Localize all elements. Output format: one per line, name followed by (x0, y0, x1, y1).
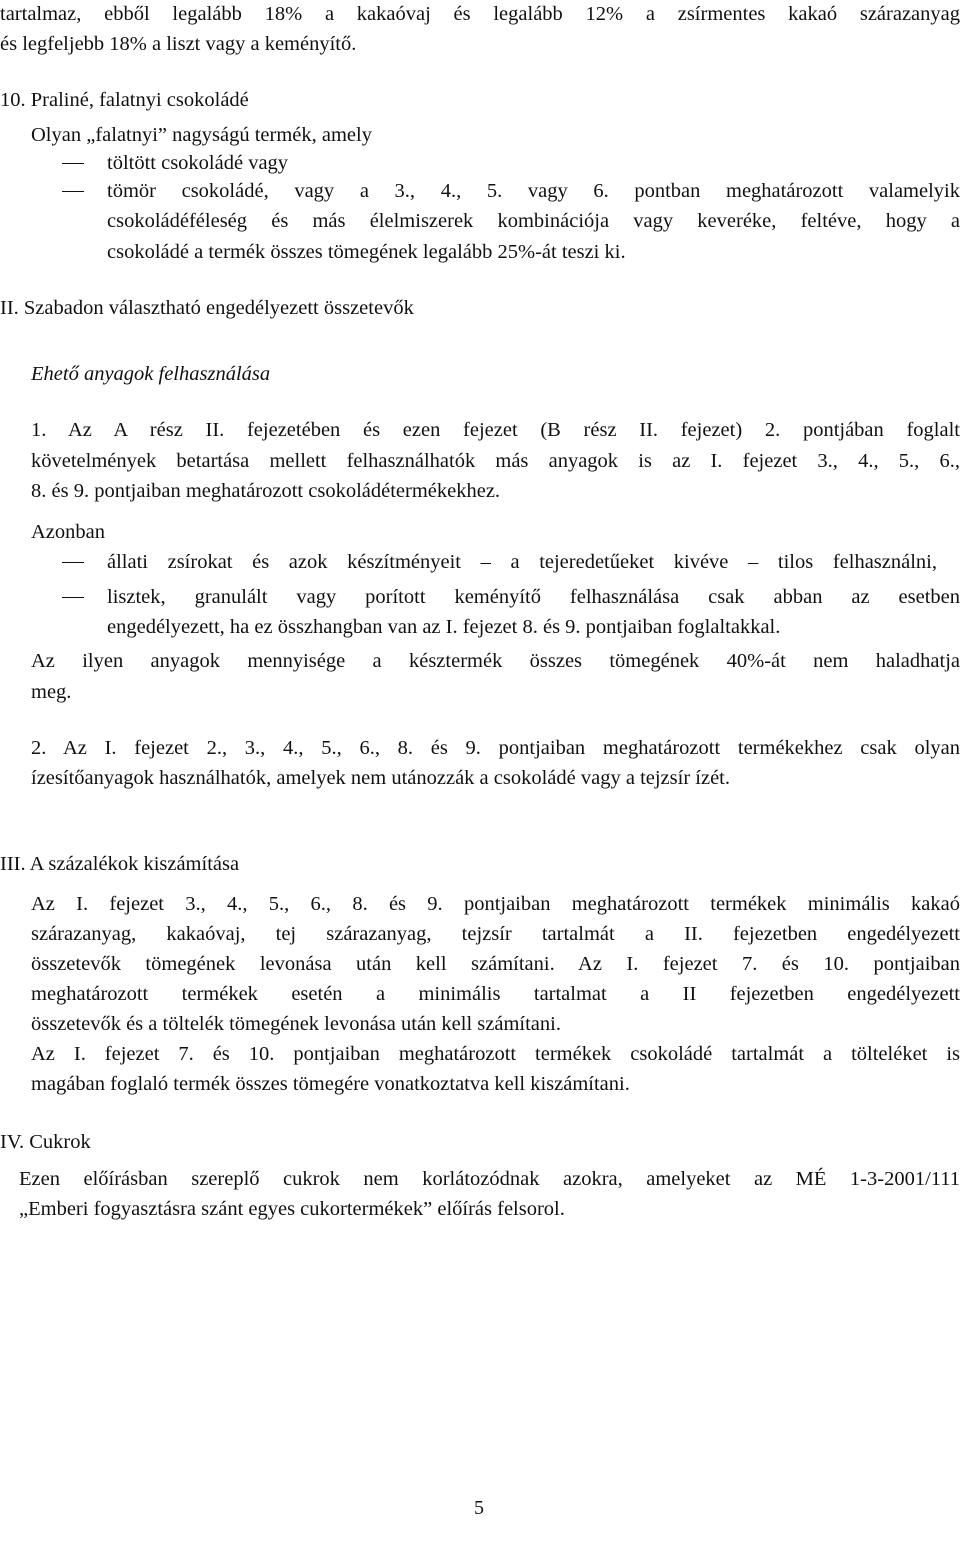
item-10-bullet: tömör csokoládé, vagy a 3., 4., 5. vagy 6. pontban meghatározott valamelyik (107, 180, 960, 202)
section-3-heading: III. A százalékok kiszámítása (0, 853, 240, 875)
section-3-para1-line: összetevők tömegének levonása után kell számítani. Az I. fejezet 7. és 10. pontjaiban (31, 953, 960, 975)
section-2-bullet-cont: engedélyezett, ha ez összhangban van az I. fejezet 8. és 9. pontjaiban foglaltakkal. (107, 616, 781, 638)
section-2-para2-line: 2. Az I. fejezet 2., 3., 4., 5., 6., 8. és 9. pontjaiban meghatározott termékekhez csak olyan (31, 737, 960, 759)
section-2-limit-line: Az ilyen anyagok mennyisége a késztermék összes tömegének 40%-át nem haladhatja (31, 650, 960, 672)
section-2-para1-line: 8. és 9. pontjaiban meghatározott csokoládétermékekhez. (31, 480, 501, 502)
item-10-lead: Olyan „falatnyi” nagyságú termék, amely (31, 124, 372, 146)
section-3-para1-line: szárazanyag, kakaóvaj, tej szárazanyag, tejzsír tartalmát a II. fejezetben engedélyezett (31, 923, 960, 945)
section-2-para2-line: ízesítőanyagok használhatók, amelyek nem utánozzák a csokoládé vagy a tejzsír ízét. (31, 767, 730, 789)
bullet-dash (62, 597, 84, 598)
intro-line: és legfeljebb 18% a liszt vagy a keményítő. (0, 33, 357, 55)
section-3-para2-line: magában foglaló termék összes tömegére vonatkoztatva kell kiszámítani. (31, 1073, 630, 1095)
bullet-dash (62, 562, 84, 563)
section-2-bullet: lisztek, granulált vagy porított keményítő felhasználása csak abban az esetben (107, 586, 960, 608)
intro-line: tartalmaz, ebből legalább 18% a kakaóvaj és legalább 12% a zsírmentes kakaó szárazanyag (0, 3, 960, 25)
section-2-limit-line: meg. (31, 681, 72, 703)
section-4-heading: IV. Cukrok (0, 1131, 91, 1153)
item-10-title: 10. Praliné, falatnyi csokoládé (0, 89, 249, 111)
section-3-para1-line: összetevők és a töltelék tömegének levonása után kell számítani. (31, 1013, 561, 1035)
section-2-subheading: Ehető anyagok felhasználása (31, 363, 271, 385)
section-2-para1-line: követelmények betartása mellett felhasználhatók más anyagok is az I. fejezet 3., 4., 5., 6., (31, 450, 960, 472)
item-10-bullet: töltött csokoládé vagy (107, 152, 289, 174)
bullet-dash (62, 191, 84, 192)
bullet-dash (62, 163, 84, 164)
section-3-para2-line: Az I. fejezet 7. és 10. pontjaiban meghatározott termékek csokoládé tartalmát a tölteléket is (31, 1043, 960, 1065)
section-3-para1-line: Az I. fejezet 3., 4., 5., 6., 8. és 9. pontjaiban meghatározott termékek minimális kakaó (31, 893, 960, 915)
section-3-para1-line: meghatározott termékek esetén a minimális tartalmat a II fejezetben engedélyezett (31, 983, 960, 1005)
section-2-bullet: állati zsírokat és azok készítményeit – a tejeredetűeket kivéve – tilos felhasználni, (107, 551, 937, 573)
section-4-para-line: Ezen előírásban szereplő cukrok nem korlátozódnak azokra, amelyeket az MÉ 1-3-2001/111 (19, 1168, 960, 1190)
section-2-para1-line: 1. Az A rész II. fejezetében és ezen fejezet (B rész II. fejezet) 2. pontjában foglalt (31, 419, 960, 441)
item-10-bullet-cont: csokoládéféleség és más élelmiszerek kombinációja vagy keveréke, feltéve, hogy a (107, 210, 960, 232)
page-number: 5 (474, 1497, 484, 1519)
azonban-label: Azonban (31, 521, 106, 543)
section-2-heading: II. Szabadon választható engedélyezett összetevők (0, 297, 414, 319)
item-10-bullet-cont: csokoládé a termék összes tömegének legalább 25%-át teszi ki. (107, 241, 626, 263)
section-4-para-line: „Emberi fogyasztásra szánt egyes cukortermékek” előírás felsorol. (19, 1198, 565, 1220)
